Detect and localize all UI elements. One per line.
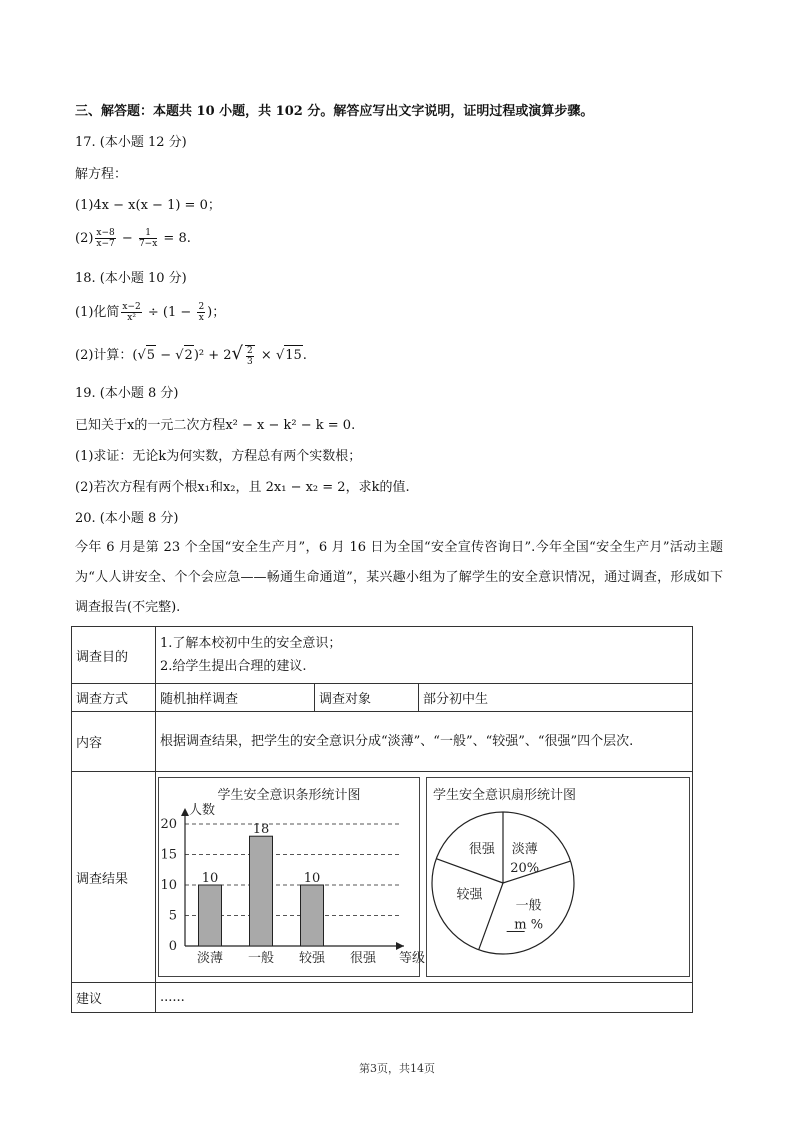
object-value: 部分初中生 bbox=[419, 684, 693, 712]
method-value: 随机抽样调查 bbox=[156, 684, 315, 712]
purpose-item-2: 2.给学生提出合理的建议. bbox=[160, 659, 307, 674]
bar-value-label: 10 bbox=[303, 871, 321, 886]
bar-chart bbox=[158, 777, 426, 977]
object-label: 调查对象 bbox=[315, 684, 419, 712]
result-label: 调查结果 bbox=[72, 772, 156, 983]
q18-part2: (2)计算：(√5 − √2)² + 2√ $\frac{2}{3}$ × √15. bbox=[75, 343, 307, 367]
fraction: $\frac{2}{x}$ bbox=[198, 302, 205, 323]
pie-slice-label: 一般 bbox=[515, 898, 542, 914]
bar bbox=[250, 836, 273, 946]
purpose-item-1: 1.了解本校初中生的安全意识； bbox=[160, 636, 342, 651]
bar-chart-title: 学生安全意识条形统计图 bbox=[217, 788, 361, 803]
y-axis-arrow bbox=[181, 808, 189, 816]
pie-chart-plot bbox=[427, 778, 689, 976]
q20-head: 20. (本小题 8 分) bbox=[75, 511, 179, 526]
fraction: $\frac{2}{3}$ bbox=[247, 345, 253, 367]
x-tick-label: 一般 bbox=[247, 951, 275, 966]
q19-part2: (2)若次方程有两个根x₁和x₂，且 2x₁ − x₂ = 2，求k的值. bbox=[75, 480, 410, 495]
fraction: $\frac{x-2}{\text{x²}}$ bbox=[122, 302, 141, 323]
section-header: 三、解答题：本题共 10 小题，共 102 分。解答应写出文字说明，证明过程或演算步骤。 bbox=[75, 104, 594, 119]
pie-slice-label: 很强 bbox=[468, 841, 495, 857]
y-tick-label: 15 bbox=[160, 847, 177, 863]
x-tick-label: 淡薄 bbox=[196, 951, 224, 966]
pie-slice-label: 淡薄 bbox=[511, 842, 538, 858]
bar bbox=[199, 885, 222, 946]
fraction: $\frac{x-8}{x-7}$ bbox=[96, 228, 115, 249]
result-cell bbox=[156, 772, 693, 983]
survey-table bbox=[71, 626, 693, 1013]
q19-stem: 已知关于x的一元二次方程x² − x − k² − k = 0. bbox=[75, 418, 356, 433]
pie-slice-label: 较强 bbox=[456, 887, 483, 903]
y-axis-label: 人数 bbox=[189, 803, 216, 818]
fraction: $\frac{1}{7-x}$ bbox=[138, 228, 158, 249]
content-label: 内容 bbox=[72, 712, 156, 772]
q17-prompt: 解方程： bbox=[75, 167, 128, 182]
pie-slice-value: 20% bbox=[510, 861, 540, 877]
purpose-cell bbox=[156, 627, 693, 684]
purpose-label: 调查目的 bbox=[72, 627, 156, 684]
q19-head: 19. (本小题 8 分) bbox=[75, 386, 179, 401]
q18-head: 18. (本小题 10 分) bbox=[75, 271, 187, 286]
q17-part2: (2) $\frac{x-8}{x-7}$ − $\frac{1}{7-x}$ = 8. bbox=[75, 228, 191, 249]
x-tick-label: 较强 bbox=[298, 951, 326, 966]
pie-chart bbox=[426, 777, 690, 977]
y-tick-label: 20 bbox=[160, 817, 177, 832]
x-axis-label: 等级 bbox=[399, 951, 426, 966]
pie-slice-value: m % bbox=[514, 917, 544, 933]
y-tick-label: 0 bbox=[168, 939, 177, 954]
bar-chart-plot bbox=[159, 778, 426, 976]
advice-label: 建议 bbox=[72, 983, 156, 1013]
method-label: 调查方式 bbox=[72, 684, 156, 712]
q19-part1: (1)求证：无论k为何实数，方程总有两个实数根； bbox=[75, 449, 362, 464]
x-axis-arrow bbox=[396, 942, 404, 950]
q20-paragraph: 今年 6 月是第 23 个全国“安全生产月”，6 月 16 日为全国“安全宣传咨询日”.今年全国“安全生产月”活动主题为“人人讲安全、个个会应急——畅通生命通道”，某兴趣小组为了解学生的安全意识情况，通过调查，形成如下调查报告(不完整). bbox=[75, 540, 723, 615]
x-tick-label: 很强 bbox=[349, 951, 377, 966]
y-tick-label: 5 bbox=[168, 908, 177, 924]
advice-value: ...... bbox=[156, 983, 693, 1013]
bar bbox=[301, 885, 324, 946]
q18-part1: (1)化简 $\frac{x-2}{\text{x²}}$ ÷ (1 − $\frac{2}{x}$ )； bbox=[75, 302, 226, 323]
bar-value-label: 10 bbox=[201, 871, 219, 886]
pie-chart-title: 学生安全意识扇形统计图 bbox=[433, 788, 577, 803]
bar-value-label: 18 bbox=[252, 822, 270, 838]
content-value: 根据调查结果，把学生的安全意识分成“淡薄”、“一般”、“较强”、“很强”四个层次. bbox=[156, 712, 693, 772]
q17-head: 17. (本小题 12 分) bbox=[75, 135, 187, 150]
y-tick-label: 10 bbox=[160, 878, 177, 893]
q17-part1: (1)4x − x(x − 1) = 0； bbox=[75, 198, 221, 213]
page-footer: 第3页，共14页 bbox=[359, 1062, 435, 1075]
